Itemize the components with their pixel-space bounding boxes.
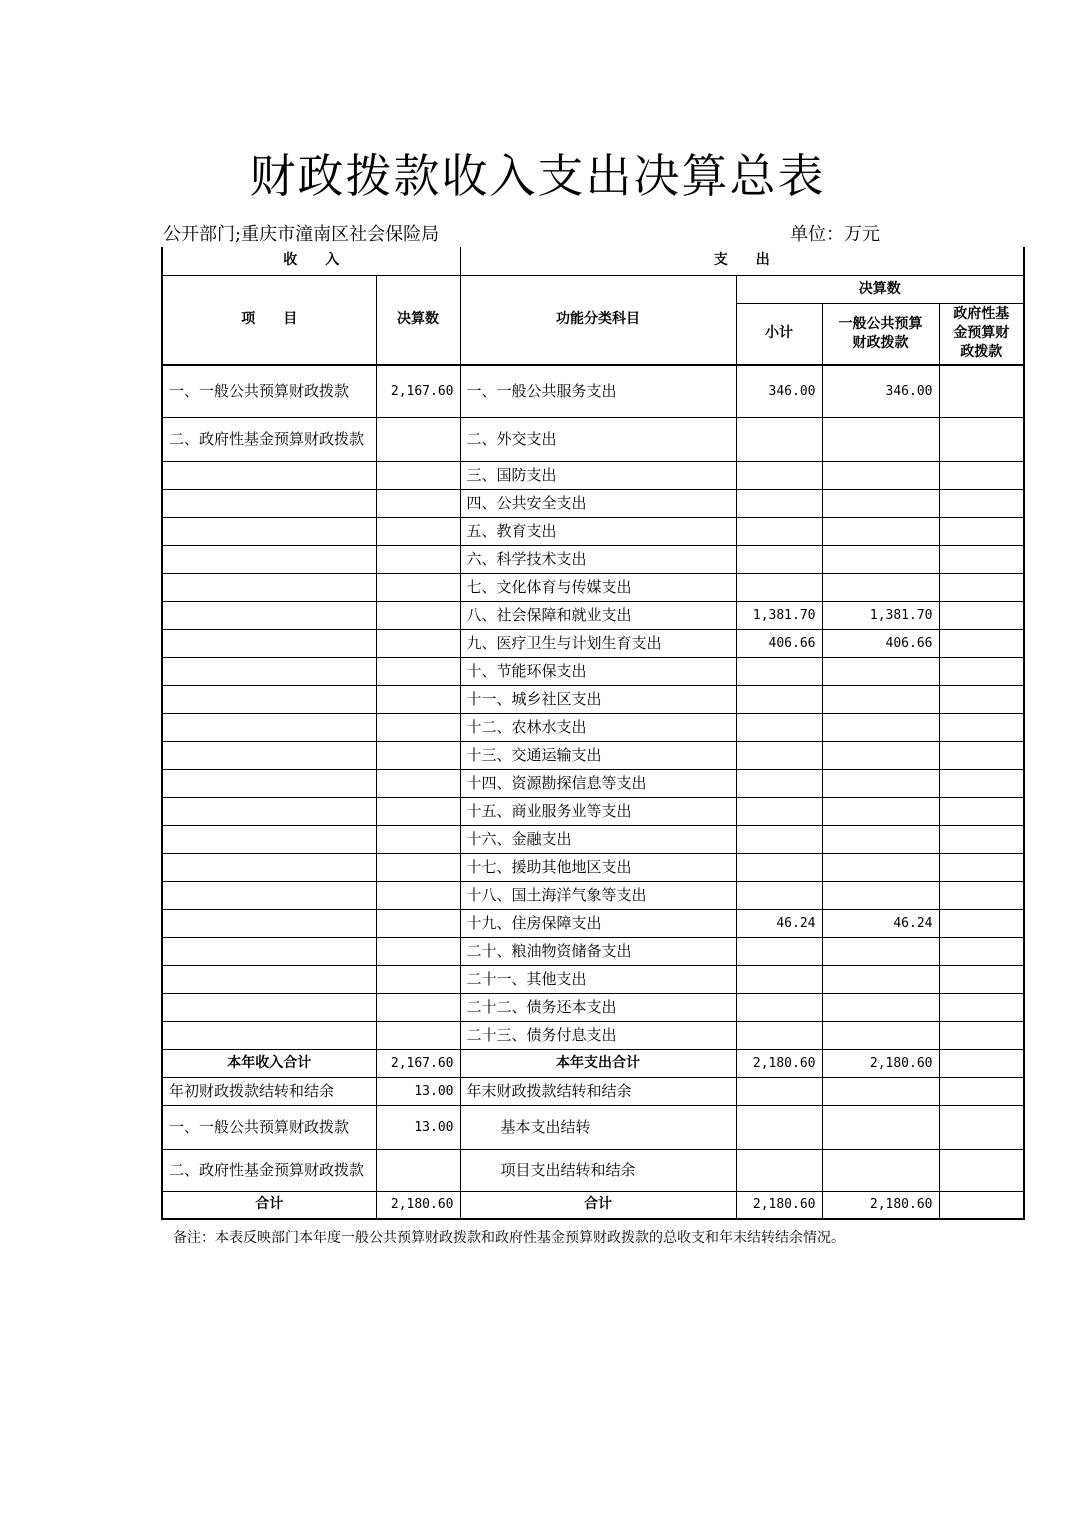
carry-income-amount: 13.00: [376, 1077, 460, 1105]
general-cell: [822, 881, 939, 909]
carry-subtotal: [736, 1077, 822, 1105]
income-item-cell: [162, 741, 376, 769]
income-amount-cell: [376, 937, 460, 965]
grand-total-subtotal: 2,180.60: [736, 1191, 822, 1219]
general-cell: [822, 713, 939, 741]
income-amount-cell: 2,167.60: [376, 365, 460, 417]
grand-expense-total-label: 合计: [460, 1191, 736, 1219]
carry-expense-item: 基本支出结转: [460, 1105, 736, 1149]
expense-item-cell: 七、文化体育与传媒支出: [460, 573, 736, 601]
table-row: [162, 685, 1024, 713]
income-amount-cell: [376, 573, 460, 601]
carry-subtotal: [736, 1105, 822, 1149]
table-row: [162, 909, 1024, 937]
income-amount-cell: [376, 685, 460, 713]
subtotal-cell: [736, 1021, 822, 1049]
income-amount-cell: [376, 489, 460, 517]
carry-row: [162, 1077, 1024, 1105]
income-amount-cell: [376, 909, 460, 937]
expense-header: 支 出: [460, 247, 1024, 275]
gov-fund-cell: [939, 417, 1024, 461]
grand-income-total-amount: 2,180.60: [376, 1191, 460, 1219]
income-amount-cell: [376, 461, 460, 489]
subtotal-cell: 1,381.70: [736, 601, 822, 629]
income-amount-cell: [376, 1021, 460, 1049]
income-amount-cell: [376, 657, 460, 685]
table-row: [162, 489, 1024, 517]
table-row: [162, 937, 1024, 965]
carry-income-item: 一、一般公共预算财政拨款: [162, 1105, 376, 1149]
expense-item-cell: 二十三、债务付息支出: [460, 1021, 736, 1049]
general-cell: [822, 1021, 939, 1049]
income-item-cell: [162, 965, 376, 993]
gov-fund-cell: [939, 937, 1024, 965]
subtotal-cell: [736, 489, 822, 517]
gov-fund-cell: [939, 881, 1024, 909]
gov-fund-cell: [939, 1021, 1024, 1049]
table-row: [162, 713, 1024, 741]
gov-fund-cell: [939, 573, 1024, 601]
income-item-cell: [162, 713, 376, 741]
income-item-cell: [162, 461, 376, 489]
table-row: [162, 657, 1024, 685]
table-row: [162, 881, 1024, 909]
gov-fund-cell: [939, 797, 1024, 825]
subtotal-cell: [736, 713, 822, 741]
income-item-cell: [162, 853, 376, 881]
gov-fund-cell: [939, 685, 1024, 713]
carry-income-amount: [376, 1149, 460, 1191]
table-row: [162, 365, 1024, 417]
income-item-cell: [162, 769, 376, 797]
general-cell: [822, 825, 939, 853]
general-cell: 406.66: [822, 629, 939, 657]
table-row: [162, 417, 1024, 461]
gov-fund-cell: [939, 517, 1024, 545]
carry-expense-item: 项目支出结转和结余: [460, 1149, 736, 1191]
carry-income-amount: 13.00: [376, 1105, 460, 1149]
carry-row: [162, 1149, 1024, 1191]
gov-fund-cell: [939, 629, 1024, 657]
subtotal-cell: [736, 545, 822, 573]
income-item-cell: [162, 489, 376, 517]
expense-item-cell: 十、节能环保支出: [460, 657, 736, 685]
year-total-gov-fund: [939, 1049, 1024, 1077]
gov-fund-header: 政府性基金预算财政拨款: [939, 303, 1024, 365]
general-cell: [822, 993, 939, 1021]
budget-table: [161, 247, 1025, 1220]
income-item-cell: 二、政府性基金预算财政拨款: [162, 417, 376, 461]
grand-total-row: [162, 1191, 1024, 1219]
gov-fund-cell: [939, 965, 1024, 993]
func-header: 功能分类科目: [460, 275, 736, 365]
final-header: 决算数: [736, 275, 1024, 303]
gov-fund-cell: [939, 825, 1024, 853]
subtotal-cell: [736, 937, 822, 965]
income-amount-cell: [376, 517, 460, 545]
unit-label: 单位：万元: [790, 224, 880, 245]
carry-gov-fund: [939, 1105, 1024, 1149]
income-item-cell: [162, 937, 376, 965]
year-expense-total-label: 本年支出合计: [460, 1049, 736, 1077]
general-cell: 46.24: [822, 909, 939, 937]
general-cell: [822, 517, 939, 545]
expense-item-cell: 八、社会保障和就业支出: [460, 601, 736, 629]
general-cell: [822, 685, 939, 713]
year-income-total-amount: 2,167.60: [376, 1049, 460, 1077]
carry-gov-fund: [939, 1149, 1024, 1191]
subtotal-cell: [736, 573, 822, 601]
carry-subtotal: [736, 1149, 822, 1191]
subtotal-cell: [736, 417, 822, 461]
income-amount-cell: [376, 545, 460, 573]
expense-item-cell: 九、医疗卫生与计划生育支出: [460, 629, 736, 657]
income-item-cell: [162, 517, 376, 545]
expense-item-cell: 十七、援助其他地区支出: [460, 853, 736, 881]
carry-expense-item: 年末财政拨款结转和结余: [460, 1077, 736, 1105]
income-item-cell: [162, 657, 376, 685]
income-item-cell: [162, 573, 376, 601]
table-row: [162, 993, 1024, 1021]
table-row: [162, 853, 1024, 881]
subtotal-cell: [736, 685, 822, 713]
table-row: [162, 825, 1024, 853]
carry-general: [822, 1149, 939, 1191]
table-row: [162, 461, 1024, 489]
year-total-subtotal: 2,180.60: [736, 1049, 822, 1077]
subtotal-cell: [736, 461, 822, 489]
subtotal-cell: [736, 825, 822, 853]
general-cell: [822, 741, 939, 769]
general-cell: [822, 769, 939, 797]
gov-fund-cell: [939, 853, 1024, 881]
carry-income-item: 年初财政拨款结转和结余: [162, 1077, 376, 1105]
expense-item-cell: 二、外交支出: [460, 417, 736, 461]
expense-item-cell: 三、国防支出: [460, 461, 736, 489]
general-cell: [822, 417, 939, 461]
gov-fund-cell: [939, 909, 1024, 937]
income-amount-cell: [376, 965, 460, 993]
gov-fund-cell: [939, 741, 1024, 769]
income-header: 收 入: [162, 247, 460, 275]
income-item-cell: [162, 1021, 376, 1049]
general-cell: [822, 489, 939, 517]
carry-row: [162, 1105, 1024, 1149]
income-item-cell: [162, 629, 376, 657]
income-amount-cell: [376, 825, 460, 853]
subtotal-cell: [736, 993, 822, 1021]
table-row: [162, 629, 1024, 657]
carry-income-item: 二、政府性基金预算财政拨款: [162, 1149, 376, 1191]
general-cell: [822, 937, 939, 965]
subtotal-cell: 346.00: [736, 365, 822, 417]
gov-fund-cell: [939, 489, 1024, 517]
gov-fund-cell: [939, 713, 1024, 741]
subtotal-cell: [736, 965, 822, 993]
expense-item-cell: 十六、金融支出: [460, 825, 736, 853]
income-item-cell: [162, 545, 376, 573]
income-item-cell: 一、一般公共预算财政拨款: [162, 365, 376, 417]
expense-item-cell: 十九、住房保障支出: [460, 909, 736, 937]
subtotal-cell: [736, 769, 822, 797]
general-cell: [822, 545, 939, 573]
subtotal-cell: [736, 853, 822, 881]
expense-item-cell: 十八、国土海洋气象等支出: [460, 881, 736, 909]
expense-item-cell: 六、科学技术支出: [460, 545, 736, 573]
table-row: [162, 741, 1024, 769]
grand-income-total-label: 合计: [162, 1191, 376, 1219]
income-amount-cell: [376, 881, 460, 909]
income-amount-cell: [376, 713, 460, 741]
income-amount-cell: [376, 741, 460, 769]
department-label: 公开部门;重庆市潼南区社会保险局: [163, 224, 440, 245]
general-cell: [822, 853, 939, 881]
subtotal-cell: [736, 797, 822, 825]
table-row: [162, 1021, 1024, 1049]
table-row: [162, 797, 1024, 825]
expense-item-cell: 十三、交通运输支出: [460, 741, 736, 769]
general-cell: 346.00: [822, 365, 939, 417]
income-item-cell: [162, 909, 376, 937]
table-row: [162, 545, 1024, 573]
income-amount-cell: [376, 769, 460, 797]
table-row: [162, 601, 1024, 629]
item-header: 项 目: [162, 275, 376, 365]
income-amount-cell: [376, 853, 460, 881]
expense-item-cell: 五、教育支出: [460, 517, 736, 545]
general-cell: 1,381.70: [822, 601, 939, 629]
year-total-row: [162, 1049, 1024, 1077]
carry-general: [822, 1077, 939, 1105]
income-item-cell: [162, 881, 376, 909]
expense-item-cell: 十二、农林水支出: [460, 713, 736, 741]
income-item-cell: [162, 685, 376, 713]
general-cell: [822, 797, 939, 825]
general-cell: [822, 965, 939, 993]
expense-item-cell: 二十、粮油物资储备支出: [460, 937, 736, 965]
income-amount-cell: [376, 629, 460, 657]
year-income-total-label: 本年收入合计: [162, 1049, 376, 1077]
table-row: [162, 965, 1024, 993]
carry-general: [822, 1105, 939, 1149]
expense-item-cell: 四、公共安全支出: [460, 489, 736, 517]
income-item-cell: [162, 797, 376, 825]
subtotal-cell: 46.24: [736, 909, 822, 937]
general-cell: [822, 657, 939, 685]
subtotal-cell: [736, 517, 822, 545]
carry-gov-fund: [939, 1077, 1024, 1105]
subtotal-cell: [736, 657, 822, 685]
income-amount-cell: [376, 601, 460, 629]
expense-item-cell: 十一、城乡社区支出: [460, 685, 736, 713]
general-cell: [822, 573, 939, 601]
income-amount-cell: [376, 797, 460, 825]
subtotal-cell: [736, 881, 822, 909]
expense-item-cell: 十五、商业服务业等支出: [460, 797, 736, 825]
gov-fund-cell: [939, 365, 1024, 417]
general-cell: [822, 461, 939, 489]
amount-header: 决算数: [376, 275, 460, 365]
income-amount-cell: [376, 417, 460, 461]
expense-item-cell: 十四、资源勘探信息等支出: [460, 769, 736, 797]
gov-fund-cell: [939, 545, 1024, 573]
grand-total-general: 2,180.60: [822, 1191, 939, 1219]
page-title: 财政拨款收入支出决算总表: [249, 149, 826, 203]
table-row: [162, 517, 1024, 545]
gov-fund-cell: [939, 769, 1024, 797]
footnote: 备注：本表反映部门本年度一般公共预算财政拨款和政府性基金预算财政拨款的总收支和年末结转结余情况。: [173, 1230, 845, 1246]
income-amount-cell: [376, 993, 460, 1021]
income-item-cell: [162, 825, 376, 853]
income-item-cell: [162, 601, 376, 629]
gov-fund-cell: [939, 657, 1024, 685]
expense-item-cell: 二十二、债务还本支出: [460, 993, 736, 1021]
subtotal-header: 小计: [736, 303, 822, 365]
gov-fund-cell: [939, 993, 1024, 1021]
gov-fund-cell: [939, 461, 1024, 489]
gov-fund-cell: [939, 601, 1024, 629]
year-total-general: 2,180.60: [822, 1049, 939, 1077]
subtotal-cell: 406.66: [736, 629, 822, 657]
subtotal-cell: [736, 741, 822, 769]
general-header: 一般公共预算财政拨款: [822, 303, 939, 365]
expense-item-cell: 二十一、其他支出: [460, 965, 736, 993]
income-item-cell: [162, 993, 376, 1021]
table-row: [162, 769, 1024, 797]
grand-total-gov-fund: [939, 1191, 1024, 1219]
expense-item-cell: 一、一般公共服务支出: [460, 365, 736, 417]
table-row: [162, 573, 1024, 601]
